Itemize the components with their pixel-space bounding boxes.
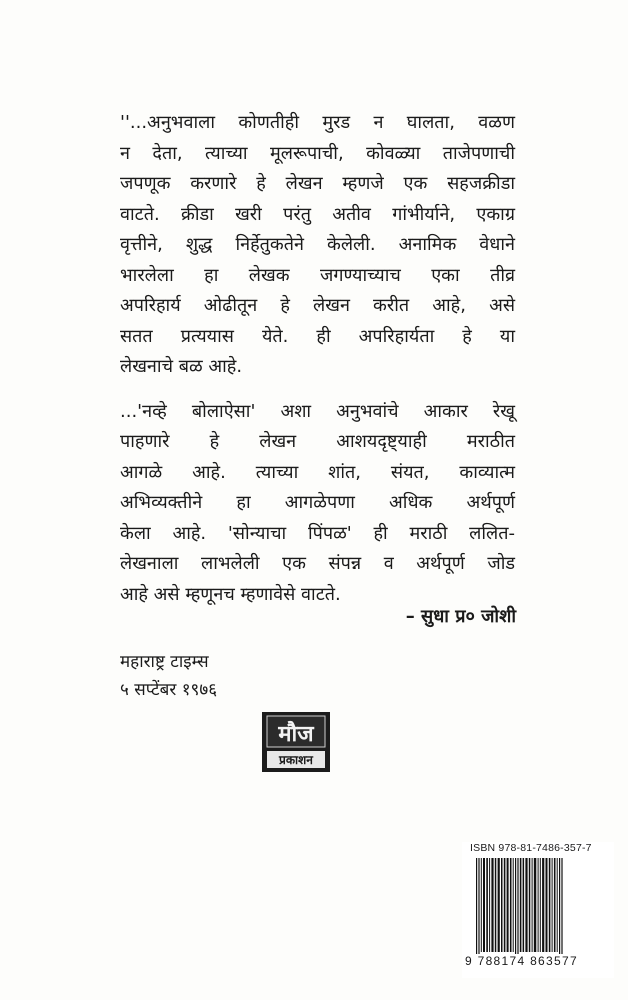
barcode-bar: [507, 858, 509, 952]
paragraph-2-line: केला आहे. 'सोन्याचा पिंपळ' ही मराठी ललित-: [120, 522, 515, 544]
barcode: [468, 858, 610, 966]
isbn-barcode-panel: [462, 842, 614, 978]
barcode-bar: [552, 858, 553, 952]
barcode-bar: [483, 858, 485, 952]
publisher-logo: [261, 711, 331, 773]
barcode-bar: [557, 858, 558, 952]
quote-paragraph-2: [120, 397, 515, 611]
barcode-bar: [495, 858, 497, 952]
barcode-bar: [559, 858, 560, 962]
paragraph-2-line: ...'नव्हे बोलाऐसा' अशा अनुभवांचे आकार रेखू: [120, 400, 515, 422]
barcode-bar: [481, 858, 482, 952]
review-source: [120, 648, 217, 704]
paragraph-1-line: ''...अनुभवाला कोणतीही मुरड न घालता, वळण: [120, 112, 515, 133]
paragraph-1-line: अपरिहार्य ओढीतून हे लेखन करीत आहे, असे: [120, 295, 515, 316]
paragraph-1-line: वृत्तीने, शुद्ध निर्हेतुकतेने केलेली. अनामिक वेधाने: [120, 234, 515, 255]
barcode-bar: [491, 858, 493, 952]
barcode-bar: [529, 858, 531, 952]
barcode-bar: [510, 858, 512, 952]
barcode-bar: [489, 858, 490, 952]
barcode-bar: [554, 858, 556, 952]
paragraph-2-line: पाहणारे हे लेखन आशयदृष्ट्याही मराठीत: [120, 431, 515, 452]
review-quote: [120, 108, 515, 610]
source-date: ५ सप्टेंबर १९७६: [120, 680, 218, 700]
barcode-bar: [498, 858, 500, 952]
logo-top-text: मौज: [278, 722, 314, 747]
barcode-bar: [523, 858, 525, 952]
paragraph-1-line: सतत प्रत्ययास येते. ही अपरिहार्यता हे या: [120, 325, 515, 347]
barcode-bar: [515, 858, 516, 962]
paragraph-1-line: न देता, त्याच्या मूलरूपाची, कोवळ्या ताजेपणाची: [120, 142, 515, 164]
barcode-bar: [534, 858, 537, 952]
isbn-label: ISBN 978-81-7486-357-7: [470, 842, 592, 854]
paragraph-2-line: आहे असे म्हणूनच म्हणावेसे वाटते.: [120, 583, 341, 605]
barcode-bar: [532, 858, 533, 952]
paragraph-1-line: जपणूक करणारे हे लेखन म्हणजे एक सहजक्रीडा: [120, 173, 515, 194]
quote-paragraph-1: [120, 108, 515, 383]
paragraph-1-line: भारलेला हा लेखक जगण्याच्याच एका तीव्र: [120, 264, 515, 286]
quote-attribution: – सुधा प्र० जोशी: [405, 606, 516, 627]
paragraph-2-line: आगळे आहे. त्याच्या शांत, संयत, काव्यात्म: [120, 461, 515, 483]
barcode-bar: [478, 858, 479, 962]
source-publication: महाराष्ट्र टाइम्स: [120, 652, 209, 672]
barcode-bar: [540, 858, 541, 952]
barcode-bar: [520, 858, 522, 952]
barcode-bar: [486, 858, 488, 952]
paragraph-1-line: वाटते. क्रीडा खरी परंतु अतीव गांभीर्याने, एकाग्र: [120, 203, 515, 225]
barcode-bar: [517, 858, 518, 962]
barcode-bar: [549, 858, 551, 952]
barcode-bar: [546, 858, 548, 952]
logo-bottom-text: प्रकाशन: [279, 753, 313, 767]
paragraph-1-line: लेखनाचे बळ आहे.: [120, 356, 243, 377]
barcode-bar: [501, 858, 503, 952]
barcode-digits: 9 788174 863577: [465, 954, 578, 968]
paragraph-2-line: अभिव्यक्तीने हा आगळेपणा अधिक अर्थपूर्ण: [120, 492, 515, 513]
barcode-bar: [513, 858, 514, 952]
barcode-bar: [561, 858, 562, 962]
barcode-bar: [504, 858, 506, 952]
paragraph-2-line: लेखनाला लाभलेली एक संपन्न व अर्थपूर्ण जोड: [120, 553, 515, 574]
barcode-bar: [476, 858, 477, 962]
barcode-bar: [542, 858, 544, 952]
barcode-bar: [525, 858, 527, 952]
barcode-bar: [538, 858, 539, 952]
